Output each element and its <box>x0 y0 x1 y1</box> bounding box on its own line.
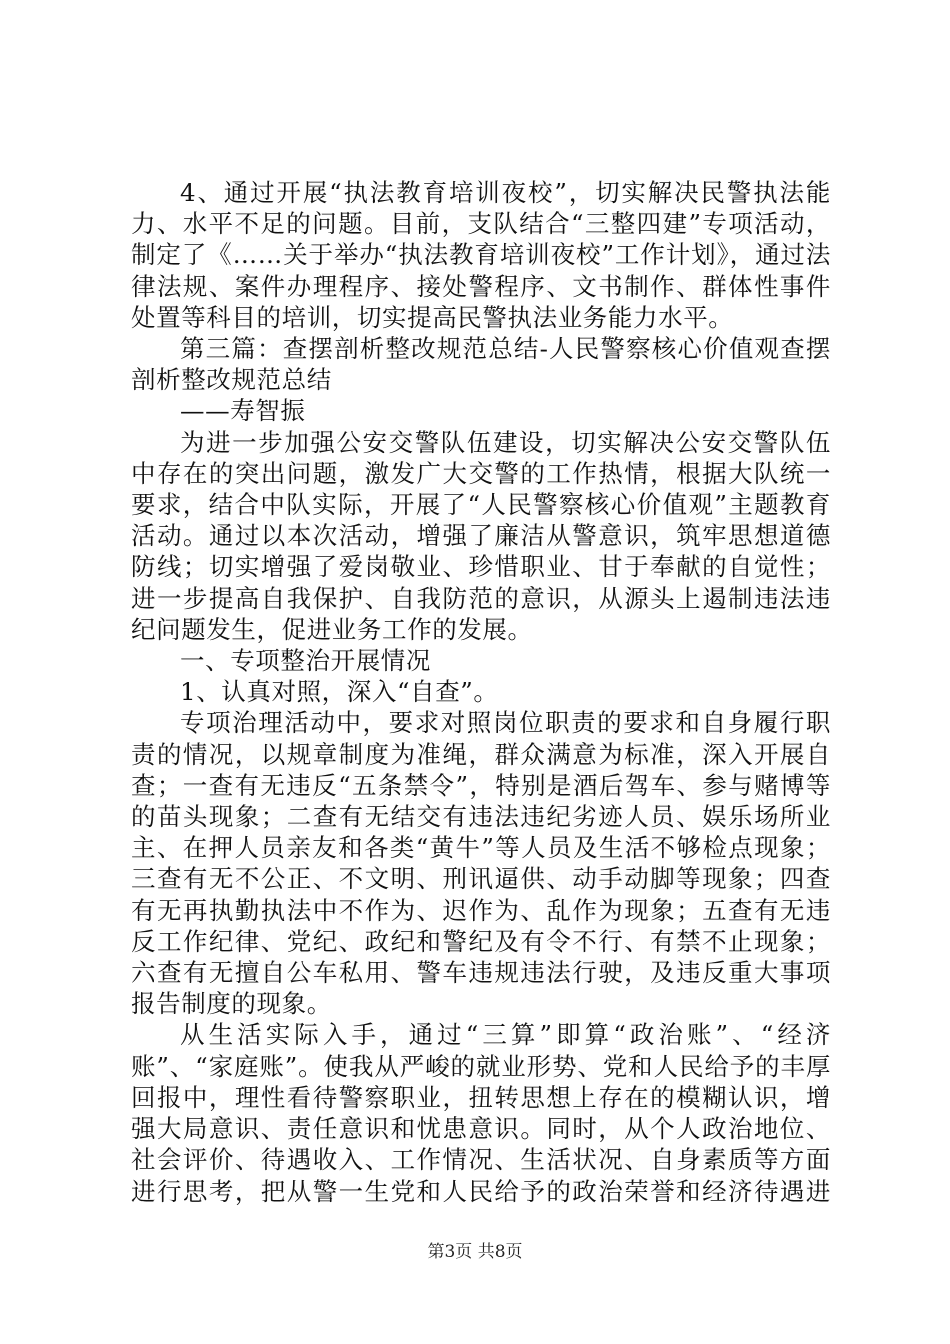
paragraph-training-night-school: 4、通过开展“执法教育培训夜校”，切实解决民警执法能力、水平不足的问题。目前，支队结合“三整四建”专项活动，制定了《……关于举办“执法教育培训夜校”工作计划》，通过法律法规、案件办理程序、接处警程序、文书制作、群体性事件处置等科目的培训，切实提高民警执法业务能力水平。 <box>131 178 831 332</box>
page-number-footer: 第3页 共8页 <box>427 1242 523 1262</box>
document-body <box>131 177 831 1207</box>
paragraph-section-title: 第三篇：查摆剖析整改规范总结-人民警察核心价值观查摆剖析整改规范总结 <box>131 334 831 395</box>
paragraph-self-check-details: 专项治理活动中，要求对照岗位职责的要求和自身履行职责的情况，以规章制度为准绳，群众满意为标准，深入开展自查；一查有无违反“五条禁令”，特别是酒后驾车、参与赌博等的苗头现象；二查有无结交有违法违纪劣迹人员、娱乐场所业主、在押人员亲友和各类“黄牛”等人员及生活不够检点现象；三查有无不公正、不文明、刑讯逼供、动手动脚等现象；四查有无再执勤执法中不作为、迟作为、乱作为现象；五查有无违反工作纪律、党纪、政纪和警纪及有令不行、有禁不止现象；六查有无擅自公车私用、警车违规违法行驶，及违反重大事项报告制度的现象。 <box>131 708 831 1019</box>
paragraph-author: ——寿智振 <box>180 396 306 426</box>
paragraph-subheading-self-check: 1、认真对照，深入“自查”。 <box>180 677 499 707</box>
paragraph-heading-rectification: 一、专项整治开展情况 <box>180 646 431 676</box>
paragraph-introduction: 为进一步加强公安交警队伍建设，切实解决公安交警队伍中存在的突出问题，激发广大交警的工作热情，根据大队统一要求，结合中队实际，开展了“人民警察核心价值观”主题教育活动。通过以本次活动，增强了廉洁从警意识，筑牢思想道德防线；切实增强了爱岗敬业、珍惜职业、甘于奉献的自觉性；进一步提高自我保护、自我防范的意识，从源头上遏制违法违纪问题发生，促进业务工作的发展。 <box>131 427 831 644</box>
paragraph-three-accounts: 从生活实际入手，通过“三算”即算“政治账”、“经济账”、“家庭账”。使我从严峻的就业形势、党和人民给予的丰厚回报中，理性看待警察职业，扭转思想上存在的模糊认识，增强大局意识、责任意识和忧患意识。同时，从个人政治地位、社会评价、待遇收入、工作情况、生活状况、自身素质等方面进行思考，把从警一生党和人民给予的政治荣誉和经济待遇进 <box>131 1020 831 1206</box>
